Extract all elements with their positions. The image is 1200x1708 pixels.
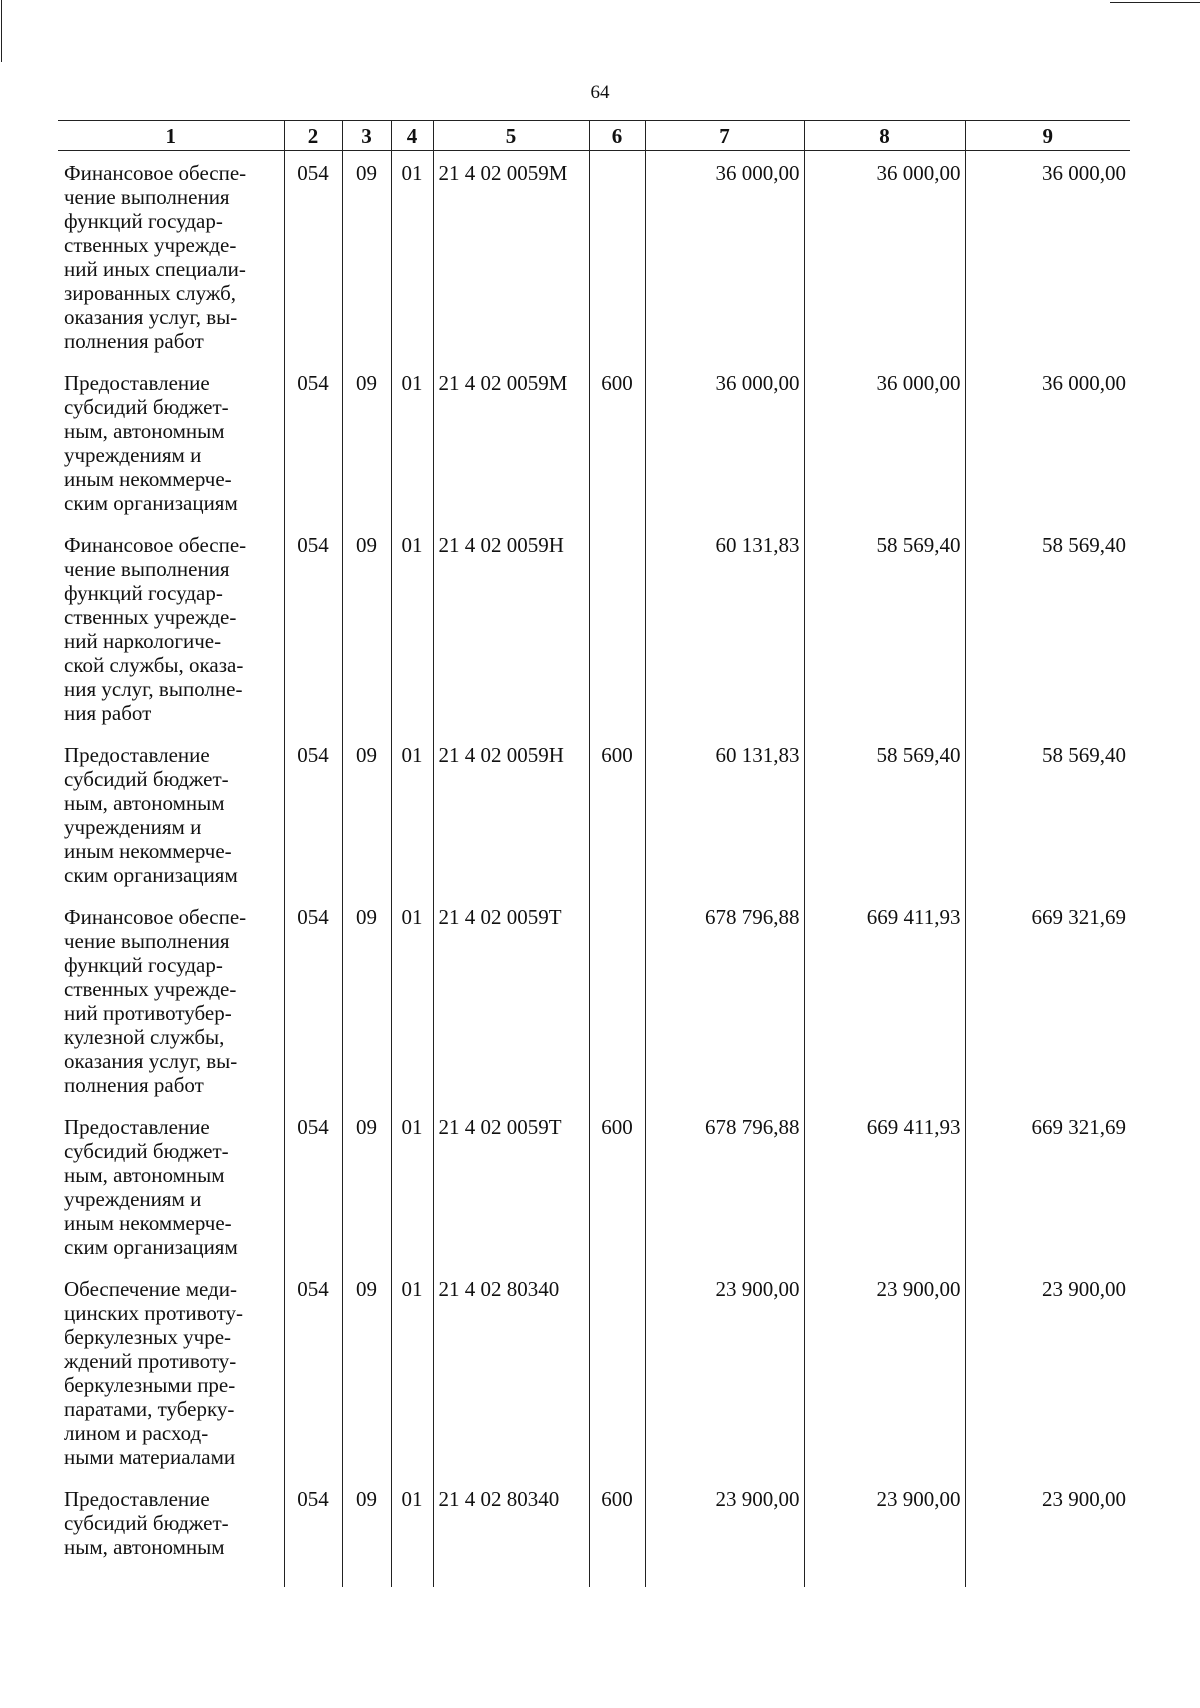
header-col-9: 9 bbox=[965, 121, 1130, 151]
row-description: Предоставление субсидий бюджет- ным, автономным учреждениям и иным некоммерче- ским организациям bbox=[64, 743, 238, 887]
row-section-code: 09 bbox=[342, 1105, 391, 1267]
row-target-article: 21 4 02 80340 bbox=[433, 1477, 589, 1587]
header-row bbox=[58, 121, 1130, 151]
row-subsection-code: 01 bbox=[391, 1105, 433, 1267]
row-expense-type bbox=[589, 895, 645, 1105]
header-col-8: 8 bbox=[804, 121, 965, 151]
row-admin-code: 054 bbox=[284, 361, 342, 523]
row-amount-col8: 58 569,40 bbox=[804, 733, 965, 895]
header-col-3: 3 bbox=[342, 121, 391, 151]
row-admin-code: 054 bbox=[284, 1105, 342, 1267]
row-section-code: 09 bbox=[342, 895, 391, 1105]
row-amount-col9: 23 900,00 bbox=[965, 1477, 1130, 1587]
row-amount-col7: 678 796,88 bbox=[645, 1105, 804, 1267]
row-amount-col9: 58 569,40 bbox=[965, 523, 1130, 733]
row-section-code: 09 bbox=[342, 151, 391, 362]
row-subsection-code: 01 bbox=[391, 1267, 433, 1477]
row-amount-col7: 678 796,88 bbox=[645, 895, 804, 1105]
row-target-article: 21 4 02 0059Т bbox=[433, 895, 589, 1105]
header-col-7: 7 bbox=[645, 121, 804, 151]
table-row bbox=[58, 1267, 1130, 1477]
row-section-code: 09 bbox=[342, 733, 391, 895]
row-target-article: 21 4 02 80340 bbox=[433, 1267, 589, 1477]
row-description: Предоставление субсидий бюджет- ным, автономным учреждениям и иным некоммерче- ским организациям bbox=[64, 371, 238, 515]
row-amount-col8: 23 900,00 bbox=[804, 1477, 965, 1587]
row-section-code: 09 bbox=[342, 1477, 391, 1587]
header-col-1: 1 bbox=[58, 121, 284, 151]
row-expense-type: 600 bbox=[589, 1105, 645, 1267]
row-amount-col8: 669 411,93 bbox=[804, 1105, 965, 1267]
page-number: 64 bbox=[590, 82, 610, 103]
row-admin-code: 054 bbox=[284, 1477, 342, 1587]
row-description: Предоставление субсидий бюджет- ным, автономным bbox=[64, 1487, 229, 1559]
row-amount-col7: 23 900,00 bbox=[645, 1477, 804, 1587]
header-col-2: 2 bbox=[284, 121, 342, 151]
row-section-code: 09 bbox=[342, 523, 391, 733]
row-description: Финансовое обеспе- чение выполнения функций государ- ственных учрежде- ний иных специали- зированных служб, оказания услуг, вы- полнения работ bbox=[64, 161, 247, 353]
header-col-6: 6 bbox=[589, 121, 645, 151]
row-amount-col7: 60 131,83 bbox=[645, 733, 804, 895]
row-target-article: 21 4 02 0059Н bbox=[433, 733, 589, 895]
row-admin-code: 054 bbox=[284, 523, 342, 733]
row-amount-col7: 23 900,00 bbox=[645, 1267, 804, 1477]
row-description: Предоставление субсидий бюджет- ным, автономным учреждениям и иным некоммерче- ским организациям bbox=[64, 1115, 238, 1259]
row-subsection-code: 01 bbox=[391, 895, 433, 1105]
row-amount-col9: 669 321,69 bbox=[965, 1105, 1130, 1267]
row-expense-type bbox=[589, 523, 645, 733]
row-expense-type: 600 bbox=[589, 361, 645, 523]
row-target-article: 21 4 02 0059Н bbox=[433, 523, 589, 733]
row-amount-col8: 58 569,40 bbox=[804, 523, 965, 733]
header-col-5: 5 bbox=[433, 121, 589, 151]
row-subsection-code: 01 bbox=[391, 523, 433, 733]
row-admin-code: 054 bbox=[284, 151, 342, 362]
table-row bbox=[58, 1477, 1130, 1587]
row-admin-code: 054 bbox=[284, 1267, 342, 1477]
row-subsection-code: 01 bbox=[391, 1477, 433, 1587]
row-amount-col8: 36 000,00 bbox=[804, 361, 965, 523]
row-admin-code: 054 bbox=[284, 733, 342, 895]
row-amount-col9: 23 900,00 bbox=[965, 1267, 1130, 1477]
row-amount-col8: 669 411,93 bbox=[804, 895, 965, 1105]
row-section-code: 09 bbox=[342, 1267, 391, 1477]
table-row bbox=[58, 895, 1130, 1105]
scan-edge-mark-left bbox=[1, 0, 2, 62]
row-description: Обеспечение меди- цинских противоту- беркулезных учре- ждений противоту- беркулезными пре- паратами, туберку- лином и расход- ными материалами bbox=[64, 1277, 243, 1469]
row-expense-type bbox=[589, 151, 645, 362]
row-amount-col9: 36 000,00 bbox=[965, 361, 1130, 523]
row-amount-col8: 36 000,00 bbox=[804, 151, 965, 362]
row-amount-col9: 36 000,00 bbox=[965, 151, 1130, 362]
table-row bbox=[58, 733, 1130, 895]
row-description: Финансовое обеспе- чение выполнения функций государ- ственных учрежде- ний противотубер- кулезной службы, оказания услуг, вы- полнения работ bbox=[64, 905, 247, 1097]
row-amount-col7: 60 131,83 bbox=[645, 523, 804, 733]
row-description: Финансовое обеспе- чение выполнения функций государ- ственных учрежде- ний наркологиче- ской службы, оказа- ния услуг, выполне- ния работ bbox=[64, 533, 247, 725]
row-subsection-code: 01 bbox=[391, 151, 433, 362]
table-row bbox=[58, 361, 1130, 523]
table-row bbox=[58, 523, 1130, 733]
budget-table bbox=[58, 120, 1130, 1587]
row-subsection-code: 01 bbox=[391, 733, 433, 895]
row-target-article: 21 4 02 0059М bbox=[433, 361, 589, 523]
table-row bbox=[58, 151, 1130, 362]
row-amount-col9: 58 569,40 bbox=[965, 733, 1130, 895]
row-expense-type: 600 bbox=[589, 733, 645, 895]
row-subsection-code: 01 bbox=[391, 361, 433, 523]
table-body bbox=[58, 151, 1130, 1588]
row-section-code: 09 bbox=[342, 361, 391, 523]
row-expense-type: 600 bbox=[589, 1477, 645, 1587]
row-amount-col8: 23 900,00 bbox=[804, 1267, 965, 1477]
table-row bbox=[58, 1105, 1130, 1267]
row-amount-col9: 669 321,69 bbox=[965, 895, 1130, 1105]
row-amount-col7: 36 000,00 bbox=[645, 151, 804, 362]
row-target-article: 21 4 02 0059Т bbox=[433, 1105, 589, 1267]
scan-edge-mark-top-right bbox=[1110, 2, 1200, 3]
row-target-article: 21 4 02 0059М bbox=[433, 151, 589, 362]
row-expense-type bbox=[589, 1267, 645, 1477]
row-amount-col7: 36 000,00 bbox=[645, 361, 804, 523]
header-col-4: 4 bbox=[391, 121, 433, 151]
row-admin-code: 054 bbox=[284, 895, 342, 1105]
